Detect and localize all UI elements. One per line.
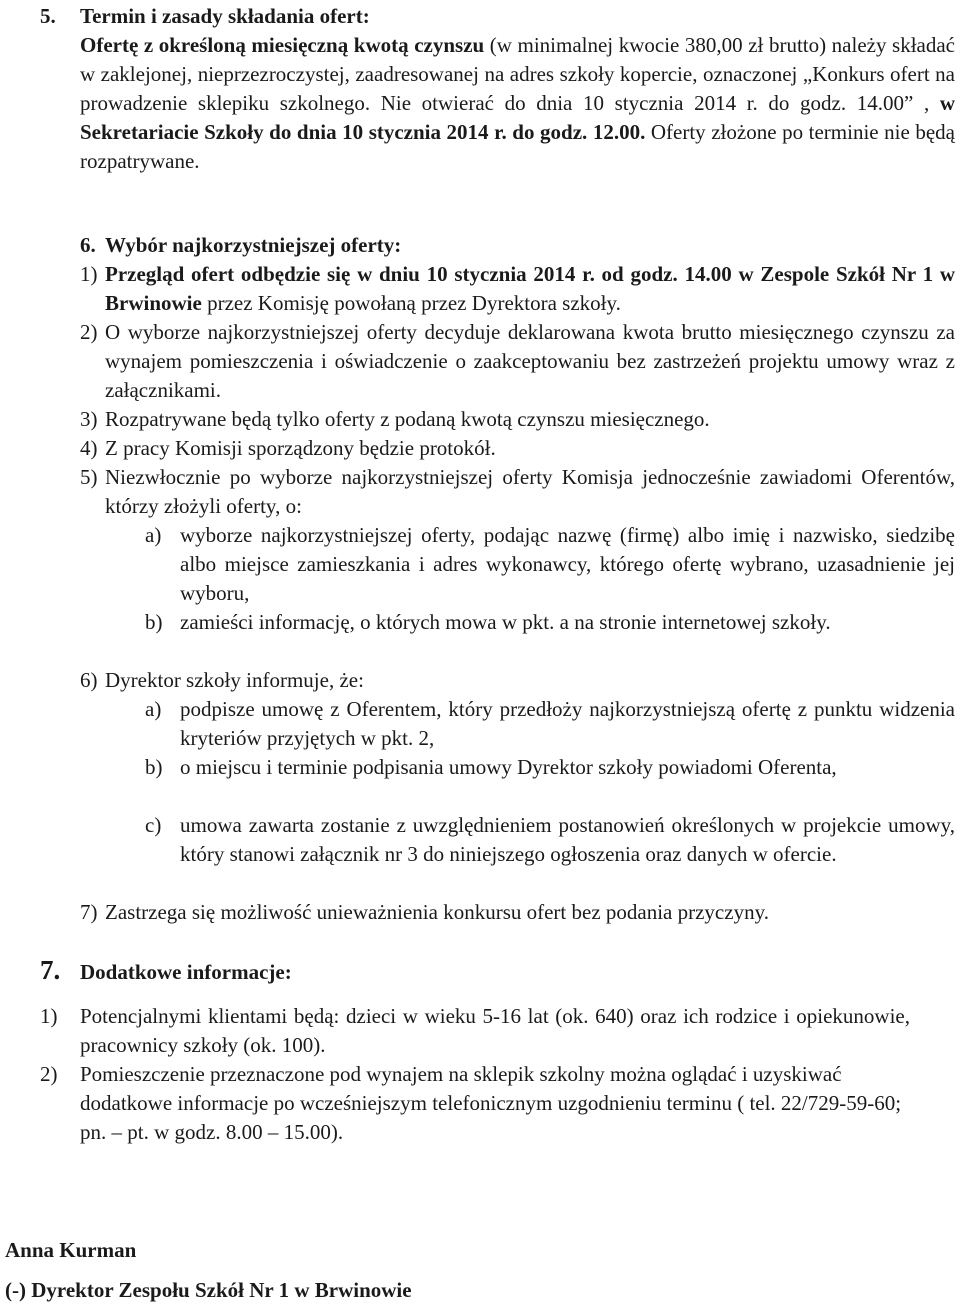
section-6-item-6a: podpisze umowę z Oferentem, który przedłoży najkorzystniejszą ofertę z punktu widzenia kryteriów przyjętych w pkt. 2, [180, 697, 955, 750]
section-6-item-1 [105, 260, 955, 318]
section-6-item-6b-letter: b) [145, 755, 163, 779]
section-6-title: Wybór najkorzystniejszej oferty: [105, 233, 402, 257]
section-6-item-3: Rozpatrywane będą tylko oferty z podaną kwotą czynszu miesięcznego. [105, 407, 710, 431]
section-6-item-2-number: 2) [80, 320, 98, 344]
section-6-item-1-bold: Przegląd ofert odbędzie się w dniu 10 stycznia 2014 r. od godz. 14.00 w Zespole Szkół Nr 1 w Brwinowie [105, 262, 955, 315]
section-7-number: 7. [40, 955, 61, 985]
section-6-item-5a: wyborze najkorzystniejszej oferty, podając nazwę (firmę) albo imię i nazwisko, siedzibę albo miejsce zamieszkania i adres wykonawcy, którego ofertę wybrano, uzasadnienie jej wyboru, [180, 523, 955, 605]
section-7-item-1-number: 1) [40, 1004, 58, 1028]
section-6-item-4-number: 4) [80, 436, 98, 460]
section-6-heading [105, 231, 955, 260]
section-7-title: Dodatkowe informacje: [80, 960, 292, 984]
section-6-item-5: Niezwłocznie po wyborze najkorzystniejszej oferty Komisja jednocześnie zawiadomi Oferentów, którzy złożyli oferty, o: [105, 465, 955, 518]
section-6-item-1-text: przez Komisję powołaną przez Dyrektora szkoły. [201, 291, 621, 315]
signature-title: (-) Dyrektor Zespołu Szkół Nr 1 w Brwinowie [5, 1278, 412, 1302]
section-7-heading [80, 958, 950, 987]
section-6-item-6a-letter: a) [145, 697, 162, 721]
section-6-item-5b: zamieści informację, o których mowa w pkt. a na stronie internetowej szkoły. [180, 610, 831, 634]
section-6-item-1-number: 1) [80, 262, 98, 286]
section-6-item-6c: umowa zawarta zostanie z uwzględnieniem postanowień określonych w projekcie umowy, który stanowi załącznik nr 3 do niniejszego ogłoszenia oraz danych w ofercie. [180, 813, 955, 866]
section-5-number: 5. [40, 4, 56, 28]
section-5-bold-lead: Ofertę z określoną miesięczną kwotą czynszu [80, 33, 485, 57]
section-6-item-5-number: 5) [80, 465, 98, 489]
section-5-bold-deadline: w Sekretariacie Szkoły do dnia 10 stycznia 2014 r. do godz. 12.00. [80, 91, 955, 144]
section-6-item-6-number: 6) [80, 668, 98, 692]
section-7-item-2: Pomieszczenie przeznaczone pod wynajem na sklepik szkolny można oglądać i uzyskiwać dodatkowe informacje po wcześniejszym telefonicznym uzgodnieniu terminu ( tel. 22/729-59-60; pn. – pt. w godz. 8.00 – 15.00). [80, 1062, 902, 1144]
section-6-item-4: Z pracy Komisji sporządzony będzie protokół. [105, 436, 496, 460]
section-6-item-5a-letter: a) [145, 523, 162, 547]
section-6-item-6: Dyrektor szkoły informuje, że: [105, 668, 364, 692]
section-6-item-5b-letter: b) [145, 610, 163, 634]
section-5-text-a: (w minimalnej kwocie 380,00 zł brutto) należy składać w zaklejonej, nieprzezroczystej, zaadresowanej na adres szkoły kopercie, oznaczonej „Konkurs ofert na prowadzenie sklepiku szkolnego. Nie otwierać do dnia 10 stycznia 2014 r. do godz. 14.00” , [80, 33, 956, 115]
section-5-title: Termin i zasady składania ofert: [80, 4, 370, 28]
section-7-item-2-number: 2) [40, 1062, 58, 1086]
section-6-item-2: O wyborze najkorzystniejszej oferty decyduje deklarowana kwota brutto miesięcznego czynszu za wynajem pomieszczenia i oświadczenie o zaakceptowaniu bez zastrzeżeń projektu umowy wraz z załącznikami. [105, 320, 955, 402]
section-6-item-3-number: 3) [80, 407, 98, 431]
section-6-item-7: Zastrzega się możliwość unieważnienia konkursu ofert bez podania przyczyny. [105, 900, 769, 924]
section-6-item-6c-letter: c) [145, 813, 162, 837]
section-6-item-6b: o miejscu i terminie podpisania umowy Dyrektor szkoły powiadomi Oferenta, [180, 755, 837, 779]
signature-name: Anna Kurman [5, 1238, 137, 1262]
section-7-item-1: Potencjalnymi klientami będą: dzieci w wieku 5-16 lat (ok. 640) oraz ich rodzice i opiekunowie, pracownicy szkoły (ok. 100). [80, 1004, 910, 1057]
section-6-number: 6. [80, 233, 96, 257]
section-5-heading [80, 2, 950, 31]
section-6-item-7-number: 7) [80, 900, 98, 924]
section-5-paragraph [80, 31, 955, 176]
section-5-text-b: Oferty złożone po terminie nie będą rozpatrywane. [80, 120, 955, 173]
